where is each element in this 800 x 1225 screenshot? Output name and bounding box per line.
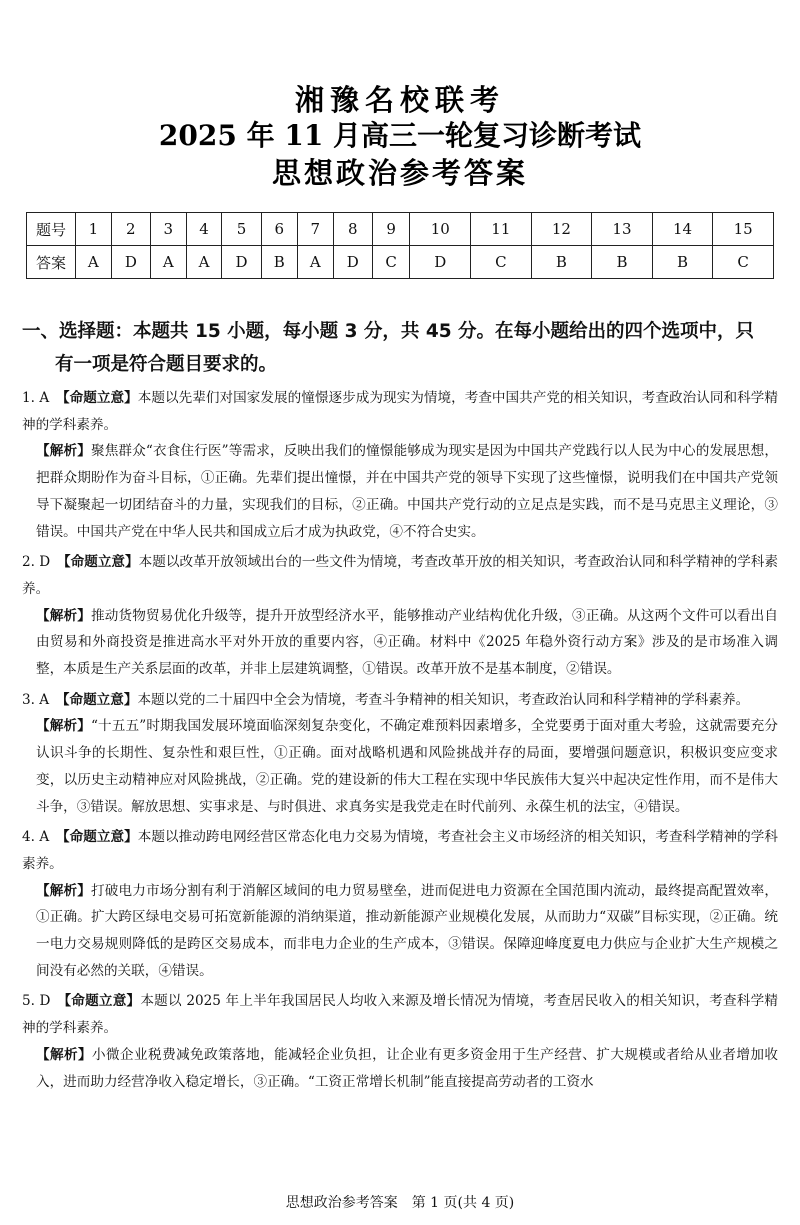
question-item — [22, 988, 778, 1095]
question-number-cell: 14 — [652, 213, 713, 246]
question-number-cell: 12 — [531, 213, 592, 246]
question-item — [22, 687, 778, 821]
question-number-answer: 2. D — [22, 554, 51, 571]
question-intent — [22, 549, 778, 602]
analysis-tag: 【解析】 — [36, 443, 91, 460]
question-number-answer: 5. D — [22, 993, 51, 1010]
question-number-cell: 15 — [713, 213, 774, 246]
answer-cell: D — [222, 246, 261, 279]
question-number-cell: 9 — [372, 213, 410, 246]
question-list — [22, 385, 778, 1095]
analysis-text: “十五五”时期我国发展环境面临深刻复杂变化，不确定难预料因素增多，全党要勇于面对重大考验，这就需要充分认识斗争的长期性、复杂性和艰巨性，①正确。面对战略机遇和风险挑战并存的局面，要增强问题意识，积极识变应变求变，以历史主动精神应对风险挑战，②正确。党的建设新的伟大工程在实现中华民族伟大复兴中起决定性作用，而不是伟大斗争，③错误。解放思想、实事求是、与时俱进、求真务实是我党走在时代前列、永葆生机的法宝，④错误。 — [36, 718, 779, 815]
question-item — [22, 385, 778, 545]
question-number-cell: 4 — [186, 213, 222, 246]
question-analysis — [22, 713, 778, 820]
question-number-cell: 3 — [150, 213, 186, 246]
question-analysis — [22, 1042, 778, 1095]
answer-cell: A — [186, 246, 222, 279]
exam-series-title: 湘豫名校联考 — [294, 83, 505, 117]
intent-tag: 【命题立意】 — [57, 993, 141, 1010]
answer-table — [26, 212, 774, 279]
analysis-text: 聚焦群众“衣食住行医”等需求，反映出我们的憧憬能够成为现实是因为中国共产党践行以人民为中心的发展思想，把群众期盼作为奋斗目标，①正确。先辈们提出憧憬，并在中国共产党的领导下实现了这些憧憬，说明我们在中国共产党领导下凝聚起一切团结奋斗的力量，实现我们的目标，②正确。中国共产党行动的立足点是实践，而不是马克思主义理论，③错误。中国共产党在中华人民共和国成立后才成为执政党，④不符合史实。 — [36, 443, 779, 540]
answer-cell: B — [531, 246, 592, 279]
intent-tag: 【命题立意】 — [55, 390, 138, 406]
section-heading — [22, 315, 778, 381]
question-number-answer: 3. A — [22, 691, 50, 708]
answer-cell: D — [111, 246, 150, 279]
answer-cell: D — [410, 246, 471, 279]
section-heading-line: 有一项是符合题目要求的。 — [55, 354, 278, 375]
answer-cell: A — [150, 246, 186, 279]
analysis-tag: 【解析】 — [36, 718, 91, 735]
answer-cell: B — [652, 246, 713, 279]
question-number-cell: 8 — [333, 213, 372, 246]
question-intent — [22, 988, 778, 1041]
intent-text: 本题以 2025 年上半年我国居民人均收入来源及增长情况为情境，考查居民收入的相关知识，考查科学精神的学科素养。 — [22, 993, 779, 1037]
answer-cell: B — [261, 246, 297, 279]
question-number-answer: 4. A — [22, 829, 50, 846]
answer-key-title: 思想政治参考答案 — [271, 156, 528, 190]
section-heading-line: 一、选择题：本题共 15 小题，每小题 3 分，共 45 分。在每小题给出的四个选项中，只 — [22, 321, 755, 342]
question-number-row — [27, 213, 774, 246]
analysis-text: 小微企业税费减免政策落地，能减轻企业负担，让企业有更多资金用于生产经营、扩大规模或者给从业者增加收入，进而助力经营净收入稳定增长，③正确。“工资正常增长机制”能直接提高劳动者的工资水 — [36, 1046, 778, 1090]
exam-name-title: 2025 年 11 月高三一轮复习诊断考试 — [158, 119, 642, 152]
question-number-cell: 11 — [471, 213, 532, 246]
answer-cell: D — [333, 246, 372, 279]
question-number-cell: 5 — [222, 213, 261, 246]
question-intent — [22, 687, 778, 714]
question-analysis — [22, 603, 778, 683]
question-intent — [22, 824, 778, 877]
question-number-cell: 7 — [297, 213, 333, 246]
intent-tag: 【命题立意】 — [57, 554, 139, 571]
analysis-tag: 【解析】 — [36, 882, 91, 899]
answer-cell: C — [713, 246, 774, 279]
intent-tag: 【命题立意】 — [55, 829, 138, 846]
answer-cell: A — [76, 246, 112, 279]
question-number-header: 题号 — [27, 213, 76, 246]
question-number-cell: 6 — [261, 213, 297, 246]
answer-cell: C — [471, 246, 532, 279]
question-analysis — [22, 438, 778, 545]
question-number-cell: 10 — [410, 213, 471, 246]
answer-cell: A — [297, 246, 333, 279]
analysis-text: 打破电力市场分割有利于消解区域间的电力贸易壁垒，进而促进电力资源在全国范围内流动，最终提高配置效率，①正确。扩大跨区绿电交易可拓宽新能源的消纳渠道，推动新能源产业规模化发展，从而助力“双碳”目标实现，②正确。统一电力交易规则降低的是跨区交易成本，而非电力企业的生产成本，③错误。保障迎峰度夏电力供应与企业扩大生产规模之间没有必然的关联，④错误。 — [36, 882, 779, 979]
analysis-text: 推动货物贸易优化升级等，提升开放型经济水平，能够推动产业结构优化升级，③正确。从这两个文件可以看出自由贸易和外商投资是推进高水平对外开放的重要内容，④正确。材料中《2025 年稳外资行动方案》涉及的是市场准入调整，本质是生产关系层面的改革，并非上层建筑调整，①错误。改革开放不是基本制度，②错误。 — [36, 607, 779, 678]
question-item — [22, 824, 778, 984]
answer-header: 答案 — [27, 246, 76, 279]
analysis-tag: 【解析】 — [36, 1046, 93, 1063]
intent-text: 本题以先辈们对国家发展的憧憬逐步成为现实为情境，考查中国共产党的相关知识，考查政治认同和科学精神的学科素养。 — [22, 390, 779, 433]
question-item — [22, 549, 778, 683]
intent-tag: 【命题立意】 — [55, 691, 138, 708]
analysis-tag: 【解析】 — [36, 607, 91, 624]
question-number-cell: 2 — [111, 213, 150, 246]
question-intent — [22, 385, 778, 438]
question-analysis — [22, 878, 778, 985]
answer-row — [27, 246, 774, 279]
question-number-answer: 1. A — [22, 390, 50, 406]
page-footer: 思想政治参考答案 第 1 页(共 4 页) — [285, 1195, 515, 1211]
answer-cell: C — [372, 246, 410, 279]
intent-text: 本题以改革开放领域出台的一些文件为情境，考查改革开放的相关知识，考查政治认同和科学精神的学科素养。 — [22, 554, 778, 597]
question-number-cell: 1 — [76, 213, 112, 246]
intent-text: 本题以党的二十届四中全会为情境，考查斗争精神的相关知识，考查政治认同和科学精神的学科素养。 — [137, 691, 750, 708]
answer-cell: B — [592, 246, 653, 279]
intent-text: 本题以推动跨电网经营区常态化电力交易为情境，考查社会主义市场经济的相关知识，考查科学精神的学科素养。 — [22, 829, 779, 872]
question-number-cell: 13 — [592, 213, 653, 246]
